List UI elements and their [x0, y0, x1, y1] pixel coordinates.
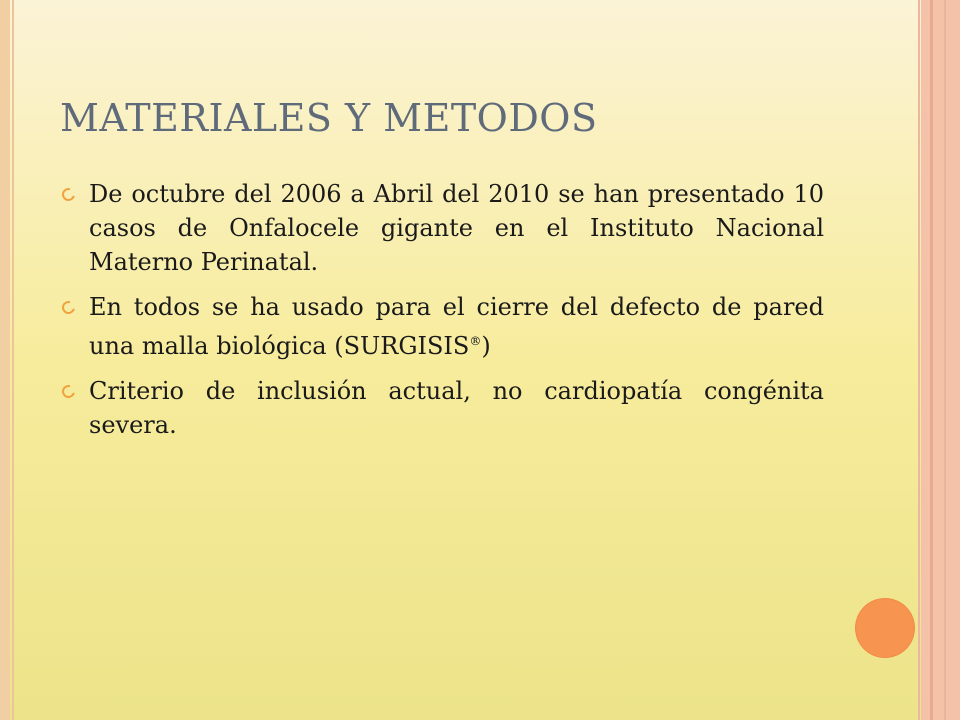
right-border-line: [944, 0, 946, 720]
bullet-item: [62, 290, 824, 363]
bullet-item: [62, 177, 824, 279]
bullet-list: [62, 177, 824, 453]
right-border-strip: [921, 0, 960, 720]
bullet-text-end: ): [481, 332, 491, 360]
right-border-line: [918, 0, 920, 720]
decorative-circle: [856, 599, 914, 657]
bullet-text-main: En todos se ha usado para el cierre del defecto de pared una malla biológica (SURGISIS: [89, 293, 824, 360]
registered-mark: ®: [469, 334, 482, 348]
bullet-text: De octubre del 2006 a Abril del 2010 se han presentado 10 casos de Onfalocele gigante en el Instituto Nacional Materno Perinatal.: [89, 180, 824, 276]
bullet-icon: [60, 186, 78, 204]
bullet-text: [89, 290, 824, 363]
bullet-icon: [60, 383, 78, 401]
bullet-icon: [60, 299, 78, 317]
left-border-line: [12, 0, 14, 720]
bullet-item: [62, 374, 824, 442]
right-border-line: [930, 0, 933, 720]
bullet-text: Criterio de inclusión actual, no cardiopatía congénita severa.: [89, 377, 824, 439]
left-border: [0, 0, 10, 720]
slide-title: MATERIALES Y METODOS: [60, 96, 598, 140]
